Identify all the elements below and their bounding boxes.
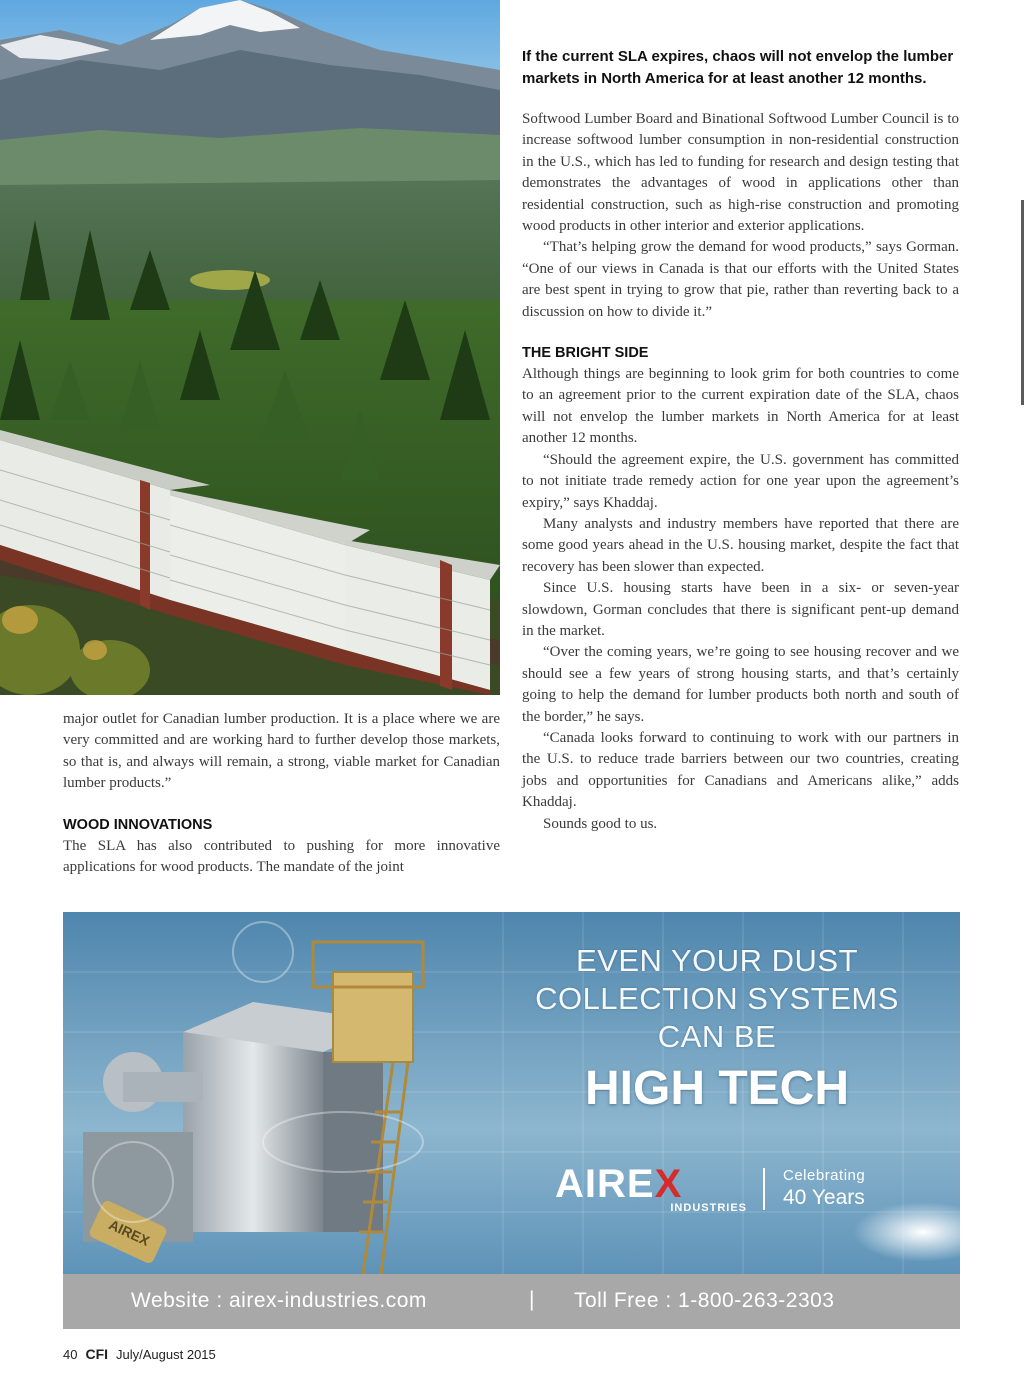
magazine-name: CFI <box>85 1346 109 1362</box>
years-label: 40 Years <box>783 1186 865 1209</box>
left-column <box>63 709 500 878</box>
paragraph: The SLA has also contributed to pushing for more innovative applications for wood products. The mandate of the joint <box>63 837 500 876</box>
ad-contact-bar <box>63 1274 960 1329</box>
ad-line-3: CAN BE <box>657 1019 777 1054</box>
ad-website[interactable]: Website : airex-industries.com <box>131 1289 427 1312</box>
page-footer <box>63 1346 216 1362</box>
ad-line-1: EVEN YOUR DUST <box>575 943 859 978</box>
pull-quote: If the current SLA expires, chaos will not envelop the lumber markets in North America for at least another 12 months. <box>522 48 954 87</box>
celebrating-label: Celebrating <box>783 1167 866 1184</box>
logo-divider <box>763 1168 765 1210</box>
paragraph: “Canada looks forward to continuing to work with our partners in the U.S. to reduce trade barriers between our two countries, creating jobs and opportunities for Canadians and Americans alike,” adds Khaddaj. <box>522 729 959 811</box>
logo-text: AIRE <box>555 1162 655 1206</box>
airex-advertisement[interactable] <box>63 912 960 1329</box>
paragraph: Since U.S. housing starts have been in a six- or seven-year slowdown, Gorman concludes that there is significant pent-up demand in the market. <box>522 580 959 639</box>
page-number: 40 <box>63 1347 78 1362</box>
ad-line-2: COLLECTION SYSTEMS <box>535 981 899 1016</box>
right-column <box>522 46 959 835</box>
logo-x: X <box>654 1162 683 1206</box>
logo-industries: INDUSTRIES <box>670 1202 747 1214</box>
section-heading-wood-innovations: WOOD INNOVATIONS <box>63 816 213 833</box>
badge-text: AIREX <box>106 1216 153 1249</box>
paragraph: Sounds good to us. <box>543 815 658 832</box>
paragraph: Many analysts and industry members have reported that there are some good years ahead in the U.S. housing market, despite the fact that recovery has been slower than expected. <box>522 515 959 575</box>
lumber-train-photo <box>0 0 500 695</box>
ad-high-tech: HIGH TECH <box>585 1062 849 1115</box>
paragraph: major outlet for Canadian lumber production. It is a place where we are very committed and are working hard to further develop those markets, so that is, and always will remain, a strong, viable market for Canadian lumber products.” <box>63 711 500 792</box>
paragraph: Softwood Lumber Board and Binational Softwood Lumber Council is to increase softwood lumber consumption in non-residential construction in the U.S., which has led to funding for research and design testing that demonstrates the advantages of wood in applications other than residential construction, such as high-rise construction and promoting wood products in other interior and exterior applications. <box>522 111 959 235</box>
paragraph: “That’s helping grow the demand for wood products,” says Gorman. “One of our views in Canada is that our efforts with the United States are best spent in trying to grow that pie, rather than reverting back to a discussion on how to divide it.” <box>522 239 959 320</box>
ad-headline <box>503 942 931 1118</box>
paragraph: Although things are beginning to look grim for both countries to come to an agreement prior to the current expiration date of the SLA, chaos will not envelop the lumber markets in North America for at least another 12 months. <box>522 366 959 447</box>
ad-toll-free[interactable]: Toll Free : 1-800-263-2303 <box>574 1289 835 1312</box>
airex-logo <box>555 1164 755 1216</box>
section-heading-bright-side: THE BRIGHT SIDE <box>522 345 649 362</box>
paragraph: “Should the agreement expire, the U.S. government has committed to not initiate trade remedy action for one year upon the agreement’s expiry,” says Khaddaj. <box>522 451 959 511</box>
issue-date: July/August 2015 <box>116 1347 216 1362</box>
paragraph: “Over the coming years, we’re going to see housing recover and we should see a few years of strong housing starts, and that’s certainly going to help the demand for lumber products both north and south of the border,” he says. <box>522 644 959 725</box>
ad-separator: | <box>529 1288 535 1311</box>
celebrating-badge <box>783 1167 865 1211</box>
